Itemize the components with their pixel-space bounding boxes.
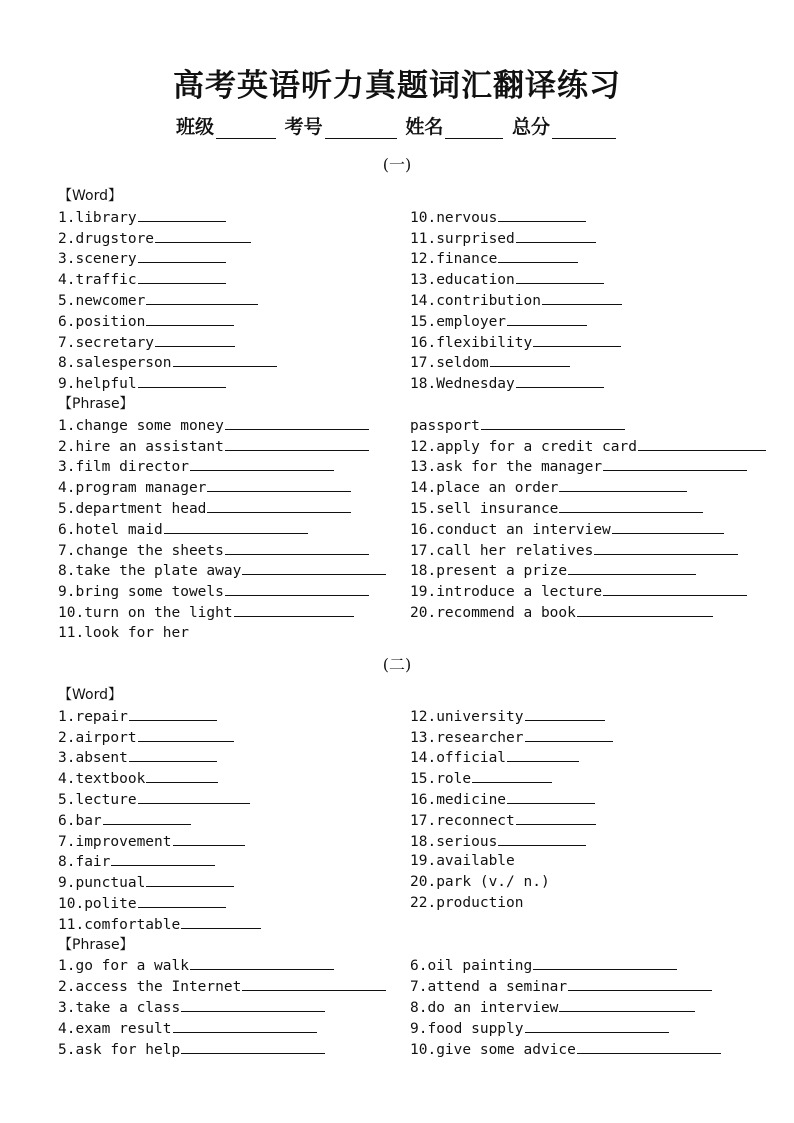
vocab-item: [410, 727, 721, 748]
vocab-text: 6.oil painting: [410, 958, 533, 975]
answer-blank[interactable]: [173, 1018, 317, 1033]
vocab-text: 6.position: [58, 313, 146, 330]
vocab-item: [410, 997, 721, 1018]
vocab-text: 11.look for her: [58, 624, 189, 641]
vocab-item: [410, 186, 766, 207]
vocab-text: 12.university: [410, 708, 524, 725]
vocab-item: [410, 436, 766, 457]
vocab-text: 14.official: [410, 750, 507, 767]
answer-blank[interactable]: [129, 747, 217, 762]
vocab-item: [410, 789, 721, 810]
answer-blank[interactable]: [612, 519, 724, 534]
vocab-text: 4.program manager: [58, 480, 207, 497]
class-label: 班级: [176, 116, 215, 138]
vocab-text: 9.punctual: [58, 875, 146, 892]
vocab-item: [58, 415, 386, 436]
vocab-text: 9.helpful: [58, 376, 137, 393]
category-heading: [58, 685, 386, 706]
answer-blank[interactable]: [472, 768, 552, 783]
vocab-item: [410, 935, 721, 956]
answer-blank[interactable]: [498, 248, 578, 263]
answer-blank[interactable]: [481, 415, 625, 430]
vocab-item: [410, 1018, 721, 1039]
answer-blank[interactable]: [577, 1039, 721, 1054]
vocab-text: 2.airport: [58, 729, 137, 746]
vocab-text: 10.turn on the light: [58, 604, 233, 621]
answer-blank[interactable]: [146, 768, 218, 783]
answer-blank[interactable]: [111, 851, 215, 866]
vocab-item: [410, 914, 721, 935]
answer-blank[interactable]: [533, 332, 621, 347]
vocab-text: 19.introduce a lecture: [410, 584, 603, 601]
answer-blank[interactable]: [146, 311, 234, 326]
answer-blank[interactable]: [138, 789, 250, 804]
vocab-item: [58, 955, 386, 976]
answer-blank[interactable]: [603, 456, 747, 471]
vocab-text: 【Word】: [58, 687, 122, 703]
vocab-item: [58, 727, 386, 748]
vocab-item: [410, 976, 721, 997]
vocab-text: 11.comfortable: [58, 916, 181, 933]
vocab-item: [410, 872, 721, 893]
vocab-text: 4.textbook: [58, 771, 146, 788]
answer-blank[interactable]: [594, 540, 738, 555]
section-2-left-column: [58, 685, 386, 1059]
vocab-item: [58, 332, 386, 353]
vocab-text: 6.bar: [58, 812, 102, 829]
vocab-text: 16.conduct an interview: [410, 521, 611, 538]
answer-blank[interactable]: [190, 456, 334, 471]
vocab-text: 4.exam result: [58, 1020, 172, 1037]
vocab-item: [58, 997, 386, 1018]
vocab-text: 【Phrase】: [58, 395, 134, 412]
answer-blank[interactable]: [603, 581, 747, 596]
answer-blank[interactable]: [542, 290, 622, 305]
answer-blank[interactable]: [507, 311, 587, 326]
vocab-item: [410, 332, 766, 353]
section-2-right-column: [410, 685, 721, 1059]
answer-blank[interactable]: [225, 415, 369, 430]
vocab-text: 15.role: [410, 771, 472, 788]
answer-blank[interactable]: [533, 955, 677, 970]
answer-blank[interactable]: [155, 228, 251, 243]
worksheet-title: 高考英语听力真题词汇翻译练习: [173, 68, 621, 104]
name-label: 姓名: [405, 116, 444, 138]
exam-number-label: 考号: [284, 116, 323, 138]
answer-blank[interactable]: [225, 436, 369, 451]
vocab-item: [58, 914, 386, 935]
vocab-item: [58, 893, 386, 914]
vocab-text: 18.Wednesday: [410, 376, 515, 393]
vocab-text: 5.department head: [58, 500, 207, 517]
vocab-item: [58, 228, 386, 249]
vocab-text: 8.fair: [58, 854, 111, 871]
vocab-item: [410, 955, 721, 976]
vocab-item: [410, 373, 766, 394]
vocab-text: 17.seldom: [410, 355, 489, 372]
answer-blank[interactable]: [559, 477, 687, 492]
vocab-item: [58, 602, 386, 623]
vocab-text: passport: [410, 417, 480, 434]
vocab-text: 【Phrase】: [58, 936, 134, 953]
vocab-text: 7.attend a seminar: [410, 979, 568, 996]
score-blank[interactable]: [552, 118, 616, 139]
vocab-item: [58, 1039, 386, 1060]
student-info-line: [0, 112, 794, 139]
vocab-text: 17.reconnect: [410, 812, 515, 829]
vocab-text: 10.polite: [58, 895, 137, 912]
answer-blank[interactable]: [507, 789, 595, 804]
vocab-item: [410, 602, 766, 623]
answer-blank[interactable]: [146, 872, 234, 887]
vocab-item: [58, 560, 386, 581]
vocab-item: [410, 269, 766, 290]
vocab-item: [58, 768, 386, 789]
vocab-item: [58, 498, 386, 519]
vocab-text: 10.give some advice: [410, 1041, 576, 1058]
answer-blank[interactable]: [242, 560, 386, 575]
section-2-heading: (二): [382, 655, 412, 674]
vocab-text: 13.education: [410, 272, 515, 289]
vocab-item: [410, 352, 766, 373]
vocab-text: 7.improvement: [58, 833, 172, 850]
vocab-item: [58, 269, 386, 290]
answer-blank[interactable]: [181, 1039, 325, 1054]
vocab-text: 8.do an interview: [410, 999, 559, 1016]
vocab-item: [410, 747, 721, 768]
answer-blank[interactable]: [207, 477, 351, 492]
section-1-heading: (一): [382, 155, 412, 174]
answer-blank[interactable]: [225, 540, 369, 555]
vocab-text: 2.drugstore: [58, 230, 155, 247]
answer-blank[interactable]: [516, 228, 596, 243]
answer-blank[interactable]: [490, 352, 570, 367]
vocab-text: 13.ask for the manager: [410, 459, 603, 476]
vocab-item: [410, 893, 721, 914]
vocab-item: [410, 311, 766, 332]
vocab-text: 2.access the Internet: [58, 979, 242, 996]
vocab-text: 4.traffic: [58, 272, 137, 289]
vocab-text: 3.film director: [58, 459, 189, 476]
vocab-item: [410, 706, 721, 727]
vocab-text: 22.production: [410, 894, 524, 911]
vocab-text: 【Word】: [58, 188, 122, 204]
vocab-item: [410, 540, 766, 561]
vocab-item: [58, 831, 386, 852]
vocab-text: 5.ask for help: [58, 1041, 181, 1058]
vocab-text: 1.go for a walk: [58, 958, 189, 975]
vocab-item: [410, 560, 766, 581]
answer-blank[interactable]: [525, 727, 613, 742]
category-heading: [58, 935, 386, 956]
answer-blank[interactable]: [225, 581, 369, 596]
vocab-item: [410, 477, 766, 498]
answer-blank[interactable]: [516, 810, 596, 825]
score-label: 总分: [511, 116, 550, 138]
vocab-text: 7.secretary: [58, 334, 155, 351]
vocab-text: 5.newcomer: [58, 292, 146, 309]
answer-blank[interactable]: [568, 560, 696, 575]
vocab-item: [58, 581, 386, 602]
answer-blank[interactable]: [146, 290, 258, 305]
vocab-item: [58, 477, 386, 498]
vocab-text: 1.repair: [58, 708, 128, 725]
vocab-item: [58, 623, 386, 644]
answer-blank[interactable]: [207, 498, 351, 513]
vocab-text: 16.flexibility: [410, 334, 533, 351]
answer-blank[interactable]: [568, 976, 712, 991]
vocab-item: [58, 706, 386, 727]
vocab-text: 14.place an order: [410, 480, 559, 497]
vocab-text: 3.scenery: [58, 251, 137, 268]
answer-blank[interactable]: [190, 955, 334, 970]
answer-blank[interactable]: [516, 373, 604, 388]
answer-blank[interactable]: [181, 997, 325, 1012]
answer-blank[interactable]: [577, 602, 713, 617]
vocab-text: 1.library: [58, 209, 137, 226]
vocab-item: [58, 248, 386, 269]
answer-blank[interactable]: [138, 893, 226, 908]
vocab-text: 20.park (v./ n.): [410, 874, 550, 891]
vocab-text: 7.change the sheets: [58, 542, 224, 559]
vocab-text: 15.sell insurance: [410, 500, 559, 517]
vocab-text: 1.change some money: [58, 417, 224, 434]
vocab-item: [58, 373, 386, 394]
vocab-item: [410, 768, 721, 789]
vocab-item: [410, 394, 766, 415]
answer-blank[interactable]: [138, 373, 226, 388]
class-blank[interactable]: [216, 118, 276, 139]
vocab-item: [410, 685, 721, 706]
answer-blank[interactable]: [525, 1018, 669, 1033]
answer-blank[interactable]: [638, 436, 766, 451]
vocab-item: [58, 851, 386, 872]
answer-blank[interactable]: [173, 352, 277, 367]
vocab-item: [58, 976, 386, 997]
answer-blank[interactable]: [138, 248, 226, 263]
vocab-text: 12.apply for a credit card: [410, 438, 637, 455]
answer-blank[interactable]: [525, 706, 605, 721]
vocab-item: [58, 540, 386, 561]
vocab-text: 3.absent: [58, 750, 128, 767]
vocab-item: [410, 851, 721, 872]
section-1-left-column: [58, 186, 386, 644]
answer-blank[interactable]: [164, 519, 308, 534]
answer-blank[interactable]: [103, 810, 191, 825]
category-heading: [58, 186, 386, 207]
answer-blank[interactable]: [181, 914, 261, 929]
vocab-item: [58, 436, 386, 457]
vocab-text: 8.take the plate away: [58, 563, 242, 580]
vocab-item: [58, 1018, 386, 1039]
vocab-item: [410, 581, 766, 602]
vocab-text: 20.recommend a book: [410, 604, 576, 621]
vocab-text: 14.contribution: [410, 292, 541, 309]
vocab-item: [410, 831, 721, 852]
vocab-item: [410, 248, 766, 269]
vocab-text: 18.present a prize: [410, 563, 568, 580]
vocab-item: [58, 311, 386, 332]
vocab-item: [58, 872, 386, 893]
answer-blank[interactable]: [155, 332, 235, 347]
vocab-item: [58, 207, 386, 228]
vocab-item: [58, 456, 386, 477]
vocab-item: [58, 352, 386, 373]
vocab-item: [410, 456, 766, 477]
answer-blank[interactable]: [559, 498, 703, 513]
answer-blank[interactable]: [138, 269, 226, 284]
answer-blank[interactable]: [498, 831, 586, 846]
vocab-item: [58, 810, 386, 831]
vocab-text: 5.lecture: [58, 791, 137, 808]
vocab-text: 16.medicine: [410, 791, 507, 808]
name-blank[interactable]: [445, 118, 503, 139]
answer-blank[interactable]: [507, 747, 579, 762]
vocab-text: 3.take a class: [58, 999, 181, 1016]
answer-blank[interactable]: [242, 976, 386, 991]
vocab-text: 8.salesperson: [58, 355, 172, 372]
vocab-item: [58, 789, 386, 810]
vocab-item: [410, 498, 766, 519]
vocab-item: [410, 519, 766, 540]
vocab-text: 18.serious: [410, 833, 498, 850]
vocab-text: 12.finance: [410, 251, 498, 268]
category-heading: [58, 394, 386, 415]
vocab-item: [58, 747, 386, 768]
vocab-item: [410, 207, 766, 228]
answer-blank[interactable]: [129, 706, 217, 721]
exam-number-blank[interactable]: [325, 118, 397, 139]
vocab-text: 9.bring some towels: [58, 584, 224, 601]
answer-blank[interactable]: [138, 727, 234, 742]
vocab-text: 13.researcher: [410, 729, 524, 746]
vocab-text: 11.surprised: [410, 230, 515, 247]
vocab-text: 17.call her relatives: [410, 542, 594, 559]
vocab-text: 9.food supply: [410, 1020, 524, 1037]
answer-blank[interactable]: [234, 602, 354, 617]
vocab-item: [410, 1039, 721, 1060]
vocab-text: 19.available: [410, 853, 515, 870]
answer-blank[interactable]: [498, 207, 586, 222]
answer-blank[interactable]: [138, 207, 226, 222]
vocab-item: [410, 415, 766, 436]
answer-blank[interactable]: [173, 831, 245, 846]
vocab-text: 10.nervous: [410, 209, 498, 226]
vocab-text: 6.hotel maid: [58, 521, 163, 538]
vocab-item: [58, 519, 386, 540]
vocab-item: [58, 290, 386, 311]
vocab-text: 2.hire an assistant: [58, 438, 224, 455]
vocab-item: [410, 228, 766, 249]
answer-blank[interactable]: [516, 269, 604, 284]
answer-blank[interactable]: [559, 997, 695, 1012]
section-1-right-column: [410, 186, 766, 623]
vocab-item: [410, 810, 721, 831]
vocab-text: 15.employer: [410, 313, 507, 330]
vocab-item: [410, 290, 766, 311]
